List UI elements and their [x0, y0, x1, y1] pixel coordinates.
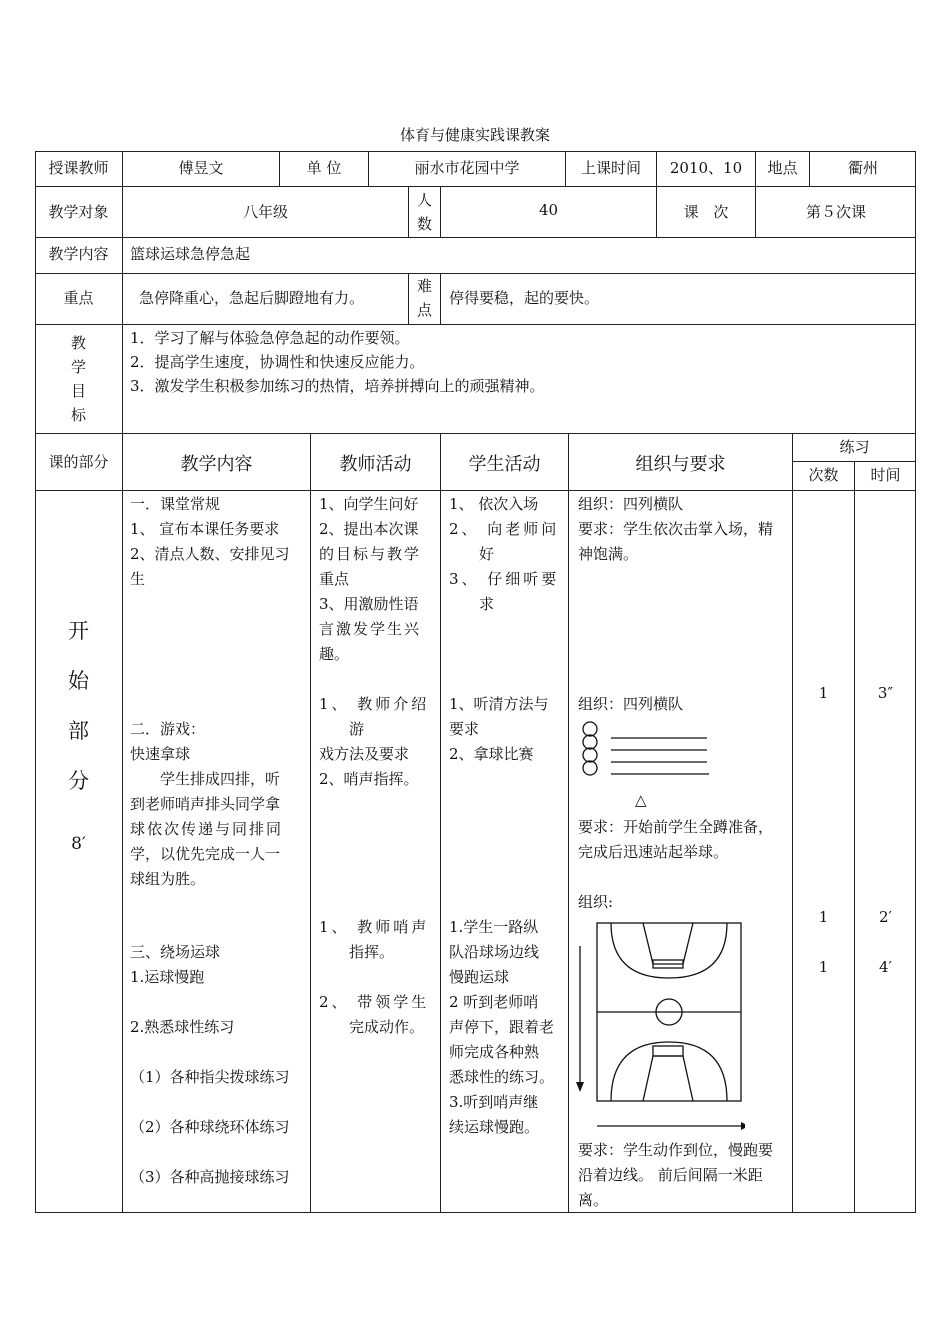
- content-line: 生: [130, 570, 146, 588]
- org-block-c-title: 组织:: [578, 893, 614, 911]
- student-line: 好: [479, 545, 495, 563]
- goal-label-char: 教: [70, 334, 86, 352]
- header-org: 组织与要求: [635, 454, 726, 475]
- practice-times-1: 1: [818, 684, 829, 702]
- section-char: 始: [68, 669, 89, 693]
- content-line: 快速拿球: [130, 745, 191, 763]
- teacher-line: 完成动作。: [349, 1018, 425, 1036]
- practice-duration-2: 2′: [879, 908, 892, 926]
- time-value: 2010、10: [669, 159, 743, 177]
- teacher-block-b: [319, 692, 429, 792]
- goals-list: [130, 326, 545, 398]
- teacher-line: 2、哨声指挥。: [319, 770, 419, 788]
- org-line: 离。: [578, 1191, 609, 1209]
- student-line: 3.听到哨声继: [449, 1093, 539, 1111]
- teacher-value: 傅昱文: [178, 159, 224, 177]
- session-label: 课 次: [683, 203, 729, 221]
- right-arrow-icon: [741, 1122, 745, 1130]
- teacher-line: 戏方法及要求: [319, 745, 410, 763]
- count-label-1: 人: [416, 191, 432, 209]
- practice-duration-3: 4′: [879, 958, 892, 976]
- student-line: 2 听到老师哨: [449, 993, 539, 1011]
- header-student: 学生活动: [468, 454, 541, 475]
- teacher-line: 游: [349, 720, 365, 738]
- student-line: 2、拿球比赛: [449, 745, 534, 763]
- student-line: 声停下，跟着老: [449, 1018, 555, 1036]
- org-line: 要求：学生依次击掌入场，精: [578, 520, 774, 538]
- goal-item: 1．学习了解与体验急停急起的动作要领。: [130, 329, 410, 347]
- formation-diagram: [575, 721, 715, 781]
- section-char: 分: [68, 769, 89, 793]
- section-minutes: 8′: [71, 834, 86, 854]
- org-line: 神饱满。: [578, 545, 639, 563]
- count-label-2: 数: [416, 215, 432, 233]
- header-content: 教学内容: [180, 454, 253, 475]
- student-line: 悉球性的练习。: [449, 1068, 555, 1086]
- time-label: 上课时间: [580, 159, 641, 177]
- goal-item: 3．激发学生积极参加练习的热情，培养拼搏向上的顽强精神。: [130, 377, 545, 395]
- place-label: 地点: [767, 159, 798, 177]
- student-line: 师完成各种熟: [449, 1043, 540, 1061]
- teacher-label: 授课教师: [48, 159, 109, 177]
- content-line: 2.熟悉球性练习: [130, 1018, 235, 1036]
- practice-times-3: 1: [818, 958, 829, 976]
- content-block-c: [130, 940, 290, 1190]
- org-block-b: [578, 815, 773, 865]
- key-value: 急停降重心，急起后脚蹬地有力。: [139, 289, 365, 307]
- student-line: 2、 向老师问: [449, 520, 560, 538]
- org-line: 沿着边线。 前后间隔一米距: [578, 1166, 763, 1184]
- key-label: 重点: [63, 289, 94, 307]
- teacher-marker-icon: △: [635, 791, 647, 809]
- org-line: 完成后迅速站起举球。: [578, 843, 729, 861]
- content-line: 学，以优先完成一人一: [130, 845, 281, 863]
- session-value: 第５次课: [805, 203, 866, 221]
- teacher-line: 的目标与教学: [319, 545, 422, 563]
- student-line: 慢跑运球: [449, 968, 510, 986]
- student-line: 要求: [449, 720, 480, 738]
- content-line: （3）各种高抛接球练习: [130, 1168, 290, 1186]
- lesson-plan-sheet: [35, 151, 916, 1213]
- header-part: 课的部分: [48, 453, 109, 471]
- down-arrow-icon: [576, 1082, 584, 1092]
- object-label: 教学对象: [48, 203, 109, 221]
- content-line: 学生排成四排，听: [160, 770, 281, 788]
- teacher-line: 重点: [319, 570, 350, 588]
- difficulty-value: 停得要稳，起的要快。: [449, 289, 600, 307]
- student-block-c: [449, 915, 554, 1140]
- org-line: 组织：四列横队: [578, 495, 684, 513]
- content-line: 一．课堂常规: [130, 495, 221, 513]
- unit-label: 单 位: [306, 159, 342, 177]
- section-label: [35, 606, 122, 806]
- content-line: 球依次传递与同排同: [130, 820, 284, 838]
- student-line: 1、 依次入场: [449, 495, 539, 513]
- header-duration: 时间: [870, 466, 901, 484]
- count-value: 40: [538, 201, 559, 219]
- org-block-a: [578, 492, 773, 567]
- teacher-block-a: [319, 492, 421, 667]
- document-title: 体育与健康实践课教案: [399, 126, 550, 144]
- goal-label-char: 学: [70, 358, 86, 376]
- teacher-line: 趣。: [319, 645, 350, 663]
- teacher-line: 2、 带领学生: [319, 993, 430, 1011]
- practice-times-2: 1: [818, 908, 829, 926]
- teacher-line: 2、提出本次课: [319, 520, 419, 538]
- teacher-line: 3、用激励性语: [319, 595, 419, 613]
- student-line: 3、 仔细听要: [449, 570, 560, 588]
- content-line: （2）各种球绕环体练习: [130, 1118, 290, 1136]
- object-value: 八年级: [242, 203, 288, 221]
- content-line: 二．游戏：: [130, 720, 206, 738]
- teacher-block-c: [319, 915, 429, 1040]
- place-value: 衢州: [847, 159, 878, 177]
- content-line: 球组为胜。: [130, 870, 206, 888]
- practice-duration-1: 3″: [877, 684, 894, 702]
- teacher-line: 指挥。: [349, 943, 395, 961]
- teacher-line: 1、 教师哨声: [319, 918, 430, 936]
- student-line: 1、听清方法与: [449, 695, 549, 713]
- difficulty-label-2: 点: [416, 301, 432, 319]
- student-block-b: [449, 692, 549, 767]
- content-block-a: [130, 492, 290, 592]
- student-block-a: [449, 492, 559, 617]
- org-block-b-title: 组织：四列横队: [578, 695, 684, 713]
- difficulty-label-1: 难: [416, 277, 432, 295]
- content-line: 1、 宣布本课任务要求: [130, 520, 280, 538]
- content-value: 篮球运球急停急起: [130, 245, 251, 263]
- goal-label: [35, 331, 122, 427]
- student-line: 求: [479, 595, 495, 613]
- content-line: 2、清点人数、安排见习: [130, 545, 290, 563]
- org-block-c: [578, 1138, 773, 1213]
- header-practice: 练习: [839, 438, 870, 456]
- header-times: 次数: [808, 466, 839, 484]
- section-char: 部: [68, 719, 89, 743]
- teacher-line: 1、向学生问好: [319, 495, 419, 513]
- goal-label-char: 目: [70, 382, 86, 400]
- content-line: （1）各种指尖拨球练习: [130, 1068, 290, 1086]
- goal-item: 2．提高学生速度，协调性和快速反应能力。: [130, 353, 425, 371]
- org-line: 要求：开始前学生全蹲准备，: [578, 818, 774, 836]
- content-line: 到老师哨声排头同学拿: [130, 795, 281, 813]
- student-line: 1.学生一路纵: [449, 918, 539, 936]
- content-line: 1.运球慢跑: [130, 968, 205, 986]
- student-line: 续运球慢跑。: [449, 1118, 540, 1136]
- unit-value: 丽水市花园中学: [414, 159, 520, 177]
- content-label: 教学内容: [48, 245, 109, 263]
- teacher-line: 言激发学生兴: [319, 620, 422, 638]
- org-line: 要求：学生动作到位，慢跑要: [578, 1141, 774, 1159]
- section-char: 开: [68, 619, 89, 643]
- student-line: 队沿球场边线: [449, 943, 540, 961]
- goal-label-char: 标: [70, 406, 86, 424]
- content-block-b: [130, 717, 306, 892]
- basketball-court-diagram: [573, 916, 745, 1136]
- content-line: 三、绕场运球: [130, 943, 221, 961]
- header-teacher: 教师活动: [339, 454, 412, 475]
- teacher-line: 1、 教师介绍: [319, 695, 430, 713]
